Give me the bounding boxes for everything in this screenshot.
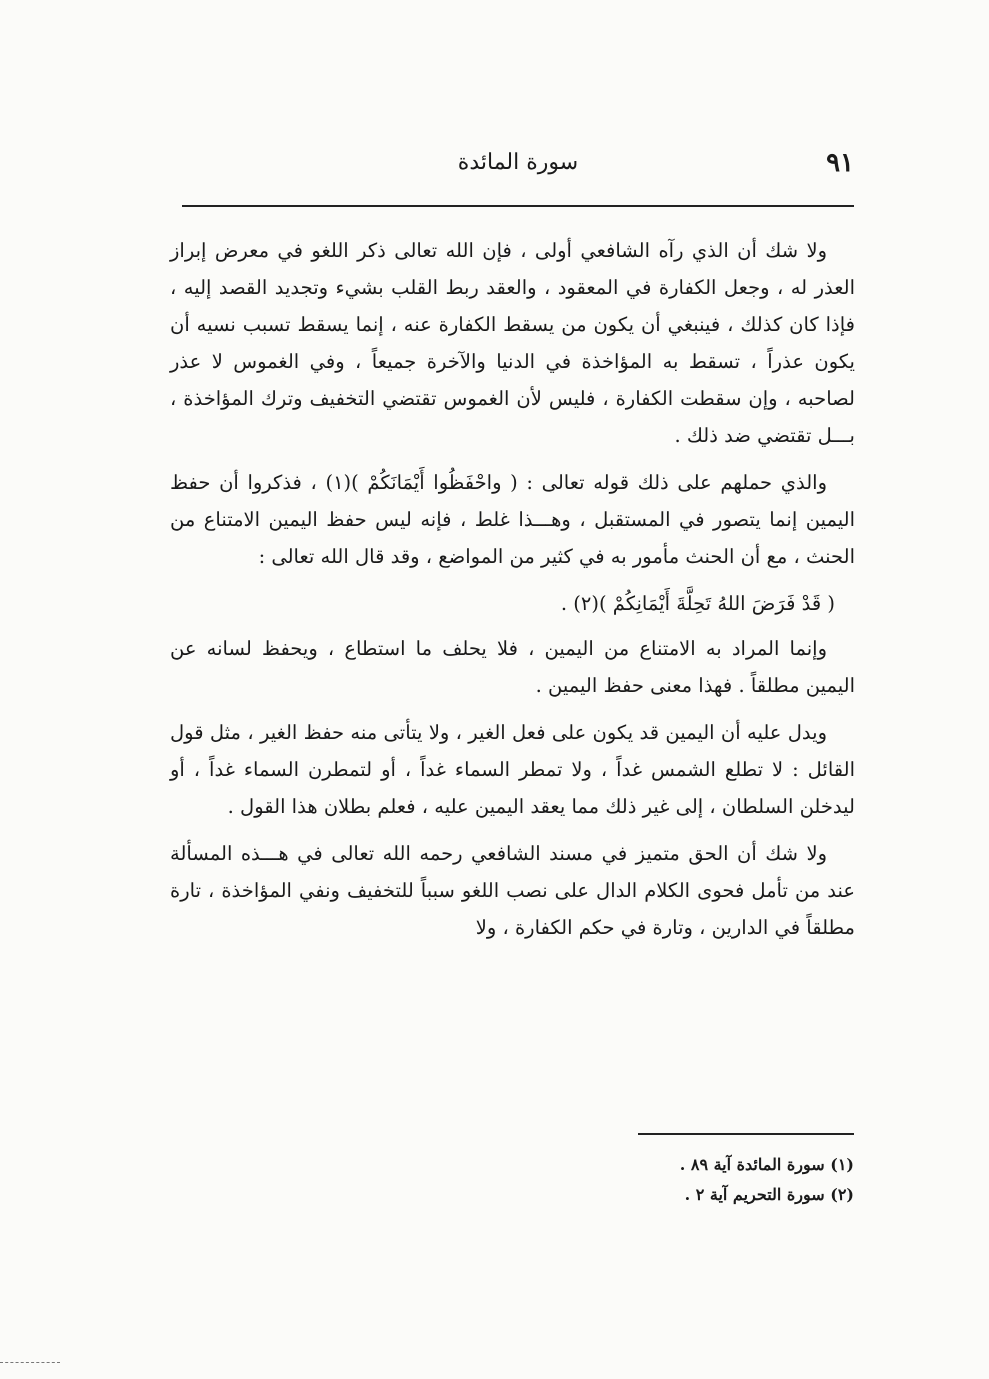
paragraph: ولا شك أن الحق متميز في مسند الشافعي رحمه الله تعالى في هـــذه المسألة عند من تأمل فحوى الكلام الدال على نصب اللغو سبباً للتخفيف ونفي المؤاخذة ، تارة مطلقاً في الدارين ، وتارة في حكم الكفارة ، ولا xyxy=(170,842,855,939)
page-number: ٩١ xyxy=(826,148,854,178)
main-text xyxy=(170,232,855,956)
page-header xyxy=(182,148,854,188)
footnote: (٢) سورة التحريم آية ٢ . xyxy=(684,1185,854,1204)
paragraph: وإنما المراد به الامتناع من اليمين ، فلا يحلف ما استطاع ، ويحفظ لسانه عن اليمين مطلقاً . فهذا معنى حفظ اليمين . xyxy=(170,637,855,697)
scan-edge-mark xyxy=(0,1362,60,1363)
header-divider xyxy=(182,205,854,207)
footnotes xyxy=(454,1150,854,1210)
paragraph: ويدل عليه أن اليمين قد يكون على فعل الغير ، ولا يتأتى منه حفظ الغير ، مثل قول القائل : لا تطلع الشمس غداً ، ولا تمطر السماء غداً ، أو لتمطرن السماء غداً ، أو ليدخلن السلطان ، إلى غير ذلك مما يعقد اليمين عليه ، فعلم بطلان هذا القول . xyxy=(170,721,855,818)
running-title: سورة المائدة xyxy=(457,150,579,175)
footnote-divider xyxy=(638,1133,854,1135)
quran-verse: ( قَدْ فَرَضَ اللهُ تَحِلَّةَ أَيْمَانِكُمْ )(٢) . xyxy=(560,592,835,615)
footnote: (١) سورة المائدة آية ٨٩ . xyxy=(679,1155,854,1174)
paragraph: والذي حملهم على ذلك قوله تعالى : ( واحْفَظُوا أَيْمَانَكُمْ )(١) ، فذكروا أن حفظ اليمين إنما يتصور في المستقبل ، وهـــذا غلط ، فإنه ليس حفظ اليمين الامتناع من الحنث ، مع أن الحنث مأمور به في كثير من المواضع ، وقد قال الله تعالى : xyxy=(170,471,855,568)
paragraph: ولا شك أن الذي رآه الشافعي أولى ، فإن الله تعالى ذكر اللغو في معرض إبراز العذر له ، وجعل الكفارة في المعقود ، والعقد ربط القلب بشيء وتجديد القصد إليه ، فإذا كان كذلك ، فينبغي أن يكون من يسقط الكفارة عنه ، إنما يسقط تسبب نسيه أن يكون عذراً ، تسقط به المؤاخذة في الدنيا والآخرة جميعاً ، وفي الغموس لا عذر لصاحبه ، وإن سقطت الكفارة ، فليس لأن الغموس تقتضي التخفيف وترك المؤاخذة ، بـــل تقتضي ضد ذلك . xyxy=(170,239,855,447)
